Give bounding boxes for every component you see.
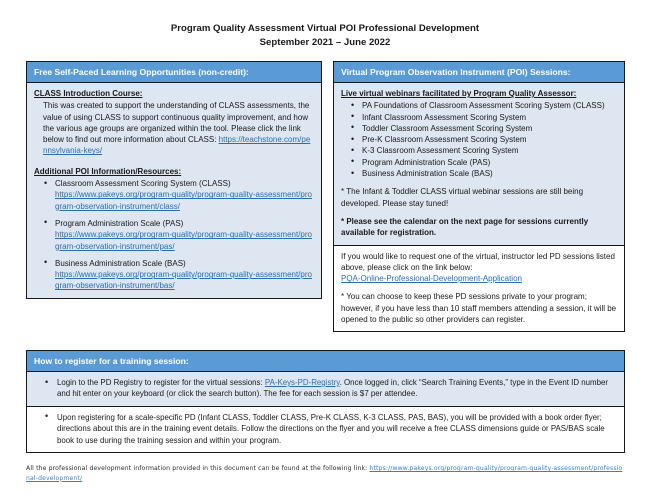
class-intro-course-paragraph (34, 100, 314, 156)
list-item (55, 258, 314, 292)
live-webinars-subheading: Live virtual webinars facilitated by Program Quality Assessor: (341, 89, 577, 98)
pa-keys-pd-registry-link[interactable]: PA-Keys-PD-Registry (264, 378, 340, 387)
list-item: • Business Administration Scale (BAS) (362, 168, 617, 179)
self-paced-learning-panel-body (27, 83, 321, 298)
virtual-poi-sessions-panel-body (334, 83, 624, 245)
calendar-registration-note: * Please see the calendar on the next page for sessions currently available for registration. (341, 216, 589, 238)
registration-steps-list-2 (34, 412, 617, 446)
page-title-line-2: September 2021 – June 2022 (259, 36, 391, 48)
session-privacy-note: * You can choose to keep these PD sessions private to your program; however, if you have less than 10 staff members attending a session, it will be opened to the public so other providers can register. (341, 292, 617, 325)
list-item (55, 218, 314, 252)
registration-bullet-2-section (27, 406, 624, 452)
live-webinars-list (341, 100, 617, 179)
resource-label: Business Administration Scale (BAS) (55, 258, 186, 268)
self-paced-learning-panel-header: Free Self-Paced Learning Opportunities (non-credit): (27, 62, 321, 83)
list-item: • Toddler Classroom Assessment Scoring System (362, 123, 617, 134)
registration-step-1-before: Login to the PD Registry to register for the virtual sessions: (57, 378, 265, 387)
teachstone-link[interactable]: https://teachstone.com/pennsylvania-keys/ (43, 135, 311, 156)
page-title (0, 0, 650, 49)
list-item (55, 178, 314, 212)
class-resource-link[interactable]: https://www.pakeys.org/program-quality/program-quality-assessment/program-observation-instrument/class/ (55, 190, 312, 211)
virtual-poi-sessions-panel (333, 61, 625, 332)
registration-instructions-panel (26, 350, 625, 453)
request-session-text: If you would like to request one of the virtual, instructor led PD sessions listed above, please click on the link below: (341, 251, 615, 272)
resource-label: Classroom Assessment Scoring System (CLASS) (55, 179, 231, 189)
virtual-poi-sessions-panel-header: Virtual Program Observation Instrument (POI) Sessions: (334, 62, 624, 83)
pqa-online-pd-application-link[interactable]: PQA-Online-Professional-Development-Application (341, 274, 522, 284)
request-session-section (334, 245, 624, 332)
class-intro-course-subheading: CLASS Introduction Course: (34, 89, 143, 98)
pakeys-professional-development-link[interactable]: https://www.pakeys.org/program-quality/program-quality-assessment/professional-development/ (26, 465, 623, 482)
panels-row (26, 61, 625, 332)
list-item: • PA Foundations of Classroom Assessment Scoring System (CLASS) (362, 100, 617, 111)
poi-resources-list (34, 178, 314, 292)
resource-label: Program Administration Scale (PAS) (55, 218, 184, 228)
list-item: • Pre-K Classroom Assessment Scoring System (362, 134, 617, 145)
list-item: • Upon registering for a scale-specific PD (Infant CLASS, Toddler CLASS, Pre-K CLASS, K-3 CLASS, PAS, BAS), you will be provided with a book order flyer; directions about this are in the training event details. Follow the directions on the flyer and you will receive a free CLASS dimensions guide or PAS/BAS scale book to use during the training session and within your program. (57, 412, 617, 446)
footer-text: All the professional development information provided in this document can be found at the following link: (26, 465, 370, 472)
registration-bullet-1-section (27, 372, 624, 406)
additional-poi-resources-subheading: Additional POI Information/Resources: (34, 166, 182, 176)
bas-resource-link[interactable]: https://www.pakeys.org/program-quality/program-quality-assessment/program-observation-instrument/bas/ (55, 270, 312, 291)
list-item: • Infant Classroom Assessment Scoring System (362, 112, 617, 123)
pas-resource-link[interactable]: https://www.pakeys.org/program-quality/program-quality-assessment/program-observation-instrument/pas/ (55, 230, 312, 251)
self-paced-learning-panel (26, 61, 322, 299)
sessions-in-development-note: * The Infant & Toddler CLASS virtual webinar sessions are still being developed. Please stay tuned! (341, 187, 584, 208)
list-item (57, 377, 617, 400)
list-item: • K-3 Classroom Assessment Scoring System (362, 145, 617, 156)
registration-step-1-after: . Once logged in, click “Search Training Events,” type in the Event ID number and hit enter on your keyboard (or click the search button). The fee for each session is $7 per attendee. (57, 378, 608, 399)
page-title-line-1: Program Quality Assessment Virtual POI Professional Development (170, 23, 480, 34)
registration-instructions-panel-header: How to register for a training session: (27, 351, 624, 372)
registration-steps-list-1 (34, 377, 617, 400)
list-item: • Program Administration Scale (PAS) (362, 157, 617, 168)
footer-note (26, 464, 625, 483)
class-intro-course-text: This was created to support the understanding of CLASS assessments, the value of using CLASS to support continuous quality improvement, and how the various age groups are organized within the tool. Please click the link below to find out more information about CLASS: (43, 101, 310, 145)
